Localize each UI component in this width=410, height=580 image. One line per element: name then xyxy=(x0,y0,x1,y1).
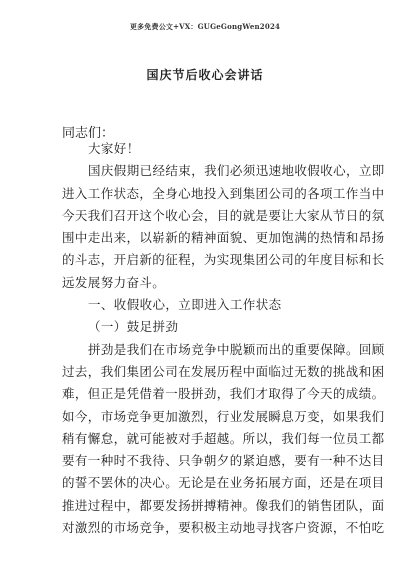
body-line: 要有一种时不我待、只争朝夕的紧迫感，要有一种不达目 xyxy=(62,453,385,469)
header-note: 更多免费公文+VX：GUGeGongWen2024 xyxy=(129,22,281,31)
document-title: 国庆节后收心会讲话 xyxy=(146,68,264,82)
body-line: 远发展努力奋斗。 xyxy=(62,274,166,290)
body-line: 一、收假收心，立即进入工作状态 xyxy=(88,297,282,313)
salutation: 同志们： xyxy=(62,126,115,141)
body-line: 围中走出来，以崭新的精神面貌、更加饱满的热情和昂扬 xyxy=(62,230,385,246)
body-line: 稍有懈怠，就可能被对手超越。所以，我们每一位员工都 xyxy=(62,430,385,446)
document-body xyxy=(62,138,385,539)
body-line: 如今，市场竞争更加激烈，行业发展瞬息万变，如果我们 xyxy=(62,408,385,424)
body-line: 今天我们召开这个收心会，目的就是要让大家从节日的氛 xyxy=(62,207,385,223)
body-line: 拼劲是我们在市场竞争中脱颖而出的重要保障。回顾 xyxy=(88,341,385,357)
body-line: 难，但正是凭借着一股拼劲，我们才取得了今天的成绩。 xyxy=(62,386,385,402)
body-line: 的誓不罢休的决心。无论是在业务拓展方面，还是在项目 xyxy=(62,475,385,491)
body-line: 的斗志，开启新的征程，为实现集团公司的年度目标和长 xyxy=(62,252,385,268)
body-line: 推进过程中，都要发扬拼搏精神。像我们的销售团队，面 xyxy=(62,497,385,513)
body-line: （一）鼓足拼劲 xyxy=(88,319,179,335)
body-line: 对激烈的市场竞争，要积极主动地寻找客户资源，不怕吃 xyxy=(62,520,385,536)
body-line: 过去，我们集团公司在发展历程中面临过无数的挑战和困 xyxy=(62,363,385,379)
body-line: 进入工作状态，全身心地投入到集团公司的各项工作当中 xyxy=(62,185,385,201)
body-line: 大家好！ xyxy=(88,141,140,156)
body-line: 国庆假期已经结束，我们必须迅速地收假收心，立即 xyxy=(88,163,385,179)
